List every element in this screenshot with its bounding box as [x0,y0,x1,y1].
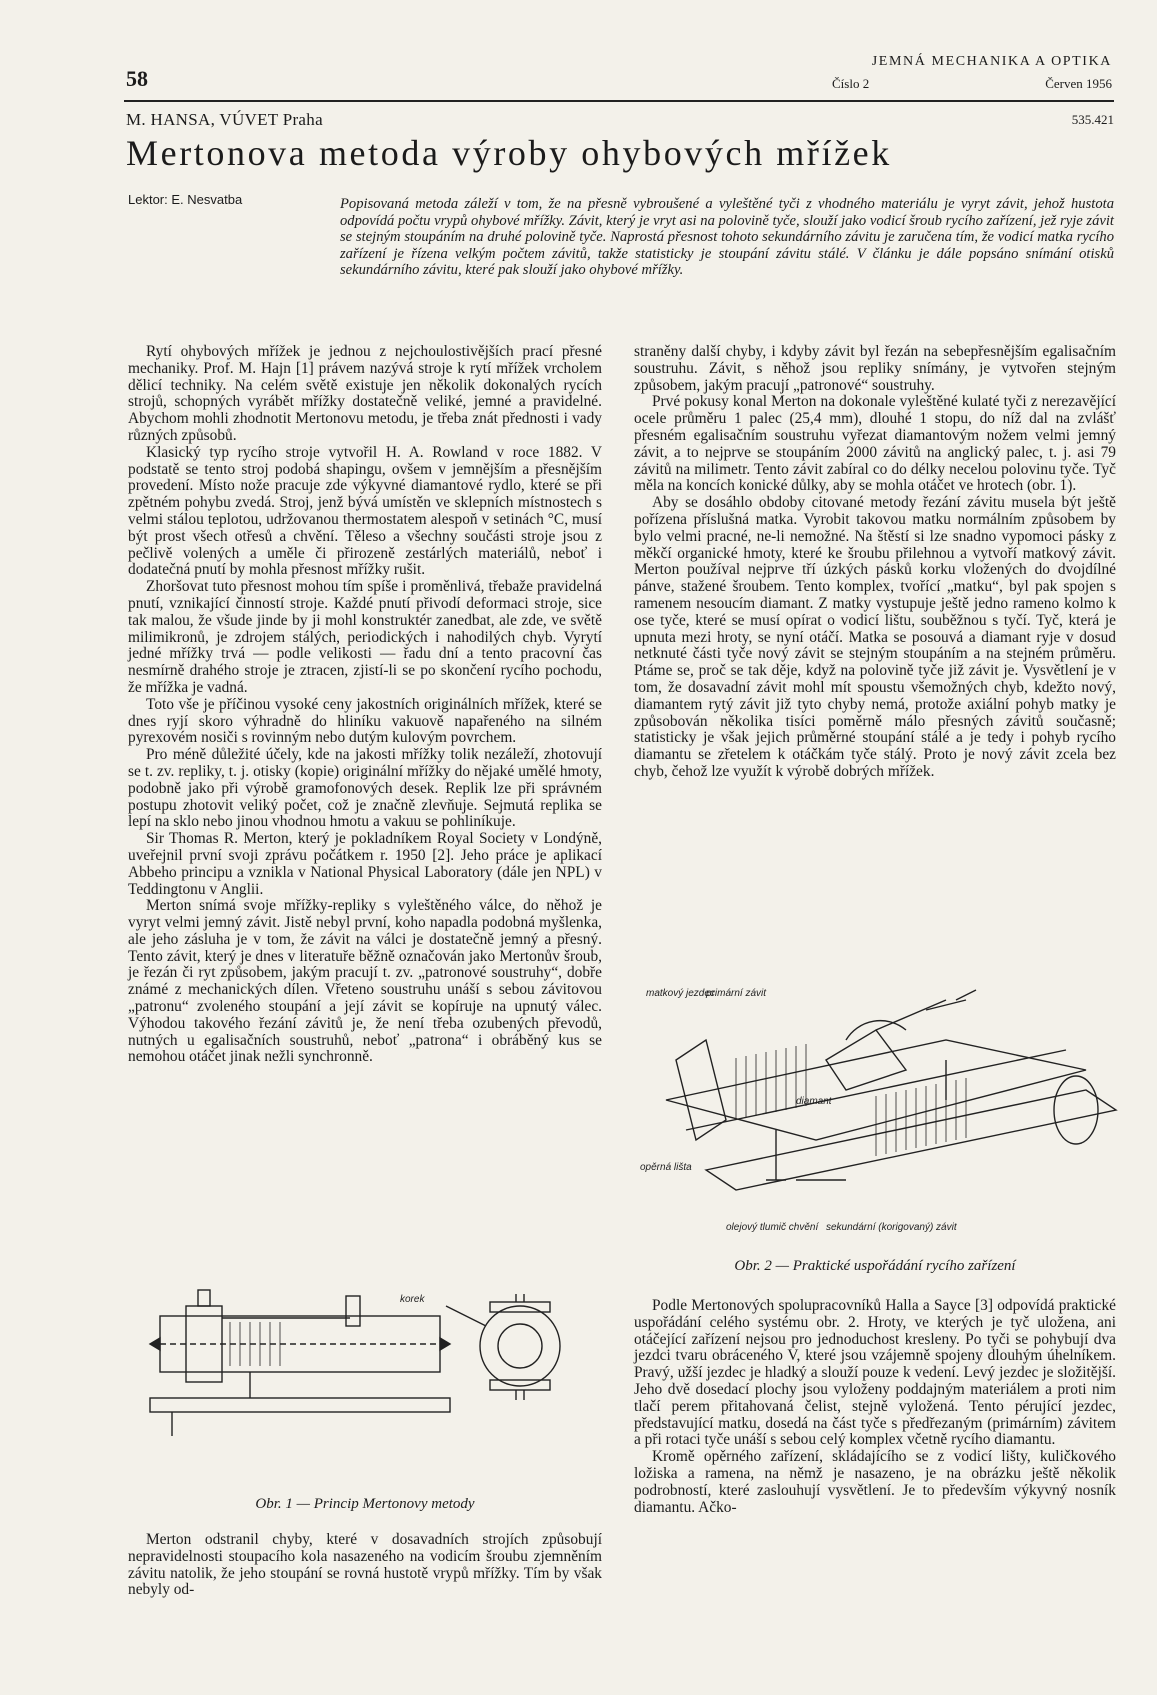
paragraph: Pro méně důležité účely, kde na jakosti mřížky tolik nezáleží, zhotovují se t. zv. repliky, t. j. otisky (kopie) originální mřížky do nějaké umělé hmoty, podobně jako při výrobě gramofonových desek. Replik lze při správném postupu zhotovit veliký počet, což je značně zlevňuje. Sejmutá replika se lepí na sklo nebo jinou vhodnou hmotu a vakuu se pohliníkuje. [128,746,602,831]
paragraph: Aby se dosáhlo obdoby citované metody řezání závitu musela být ještě pořízena příslušná matka. Vyrobit takovou matku normálním způsobem by bylo velmi pracné, ne-li nemožné. Na štěstí si lze snadno vypomoci pásky z měkčí organické hmoty, které ke šroubu přilehnou a vytvoří matkový závit. Merton používal nejprve tří úzkých pásků korku vložených do dvojdílné pánve, stažené šroubem. Tento komplex, tvořící „matku“, byl pak spojen s ramenem nesoucím diamant. Z matky vystupuje ještě jedno rameno kolmo k ose tyče, které se musí opírat o vodicí lištu, souběžnou s tyčí. Tyč, která je upnuta mezi hroty, se nyní otáčí. Matka se posouvá a diamant ryje v dosud netknuté části tyče nový závit se stejným stoupáním a na stejném průměru. Ptáme se, proč se tak děje, když na polovině tyče již závit je. Vysvětlení je v tom, že dosavadní závit mohl mít spoustu všemožných chyb, kdežto nový, diamantem rytý závit již tyto chyby nemá, protože axiální pohyb matky je způsobován několika tisíci poměrně málo přesných závitů současně; statisticky je však jejich průměrné stoupání stálé a je tedy i pohyb rycího diamantu se zřetelem k otáčkám tyče stálý. Proto je nový závit zcela bez chyb, čehož lze využít k výrobě dobrých mřížek. [634,494,1116,780]
article-title: Mertonova metoda výroby ohybových mřížek [126,133,892,173]
paragraph: straněny další chyby, i kdyby závit byl řezán na sebepřesnějším egalisačním soustruhu. Závit, s něhož jsou repliky snímány, je vytvořen stejným způsobem, jakým pracují „patronové“ soustruhy. [634,343,1116,394]
figure-2-label: diamant [796,1096,832,1107]
figure-2-label: opěrná lišta [640,1162,692,1173]
journal-title: JEMNÁ MECHANIKA A OPTIKA [871,54,1112,69]
paragraph: Zhoršovat tuto přesnost mohou tím spíše i proměnlivá, třebaže pravidelná pnutí, vznikající činností stroje. Každé pnutí přivodí deformaci stroje, sice tak malou, že všude jinde by ji mohl konstruktér zanedbat, ale zde, ve světě milimikronů, je zdrojem stálých, periodických i nahodilých chyb. Vyrytí jedné mřížky trvá — podle velikosti — řadu dní a tento pracovní čas nesmírně drahého stroje je ztracen, zjistí-li se po skončení rycího pochodu, že mřížka je vadná. [128,578,602,696]
figure-1-label-cork: korek [400,1294,425,1305]
issue-number: Číslo 2 [832,76,870,91]
article-abstract: Popisovaná metoda záleží v tom, že na přesně vybroušené a vyleštěné tyči z vhodného materiálu je vyryt závit, jehož hustota odpovídá počtu vrypů ohybové mřížky. Závit, který je vryt asi na polovině tyče, slouží jako vodicí šroub rycího zařízení, jež ryje závit se stejným stoupáním na druhé polovině tyče. Naprostá přesnost tohoto sekundárního závitu je zaručena tím, že vodicí matka rycího zařízení je řízena velkým počtem závitů, takže statisticky je stoupání závitu stálé. V článku je dále popsáno snímání otisků sekundárního závitu, které pak slouží jako ohybové mřížky. [340,196,1114,279]
paragraph: Podle Mertonových spolupracovníků Halla a Sayce [3] odpovídá praktické uspořádání celého systému obr. 2. Hroty, ve kterých je tyč uložena, ani otáčející zařízení nejsou pro jednoduchost kresleny. Po tyči se pohybují dva jezdci tvaru obráceného V, které jsou vzájemně spojeny dlouhým úhelníkem. Pravý, užší jezdec je hladký a slouží pouze k vedení. Levý jezdec je složitější. Jeho dvě dosedací plochy jsou vyloženy poddajným materiálem a proti nim tlačí perem přitahovaná čelist, stejně vyložená. Tento pérující jezdec, představující matku, dosedá na část tyče s předřezaným (primárním) závitem a při rotaci tyče unáší s sebou celý komplex včetně rycího diamantu. [634,1297,1116,1449]
figure-1-cross-section [480,1306,560,1386]
paragraph: Klasický typ rycího stroje vytvořil H. A. Rowland v roce 1882. V podstatě se tento stroj podobá shapingu, ovšem v jemnějším a přesnějším provedení. Místo nože pracuje zde výkyvné diamantové rydlo, které se při zpětném pohybu zvedá. Stroj, jenž bývá umístěn ve sklepních místnostech s velmi stálou teplotou, udržovanou thermostatem alespoň v setinách °C, musí být prost všech otřesů a chvění. Těleso a všechny součásti stroje jsou z pečlivě volených a uměle či přirozeně zestárlých materiálů, neboť i dodatečná pnutí by mohla přesnost mřížky rušit. [128,443,602,579]
paragraph: Merton odstranil chyby, které v dosavadních strojích způsobují nepravidelnosti stoupacího kola nasazeného na vodicím šroubu zjemněním závitu natolik, že jeho stoupání se rovná hustotě vrypů mřížky. Tím by však nebyly od- [128,1531,602,1599]
figure-2-carriage [826,1030,906,1090]
left-column-end [128,1532,602,1599]
paragraph: Prvé pokusy konal Merton na dokonale vyleštěné kulaté tyči z nerezavějící ocele průměru 1 palec (25,4 mm), dlouhé 1 stopu, do níž dal na zvlášť přesném egalisačním soustruhu vyřezat diamantovým nožem velmi jemný závit, a to nejprve se stoupáním 2000 závitů na anglický palec, t. j. asi 79 závitů na milimetr. Tento závit zabíral co do délky necelou polovinu tyče. Tyč měla na koncích konické důlky, aby se mohla otáčet ve hrotech (obr. 1). [634,393,1116,495]
right-column [634,344,1116,781]
paragraph: Toto vše je příčinou vysoké ceny jakostních originálních mřížek, které se dnes ryjí skoro výhradně do hliníku vakuově napařeného na silném pyrexovém nosiči s rovinným nebo dutým kulovým povrchem. [128,695,602,747]
paragraph: Sir Thomas R. Merton, který je pokladníkem Royal Society v Londýně, uveřejnil první svoji zprávu počátkem r. 1950 [2]. Jeho práce je aplikací Abbeho principu a vznikla v National Physical Laboratory (dále jen NPL) v Teddingtonu v Anglii. [128,830,602,898]
left-column [128,344,602,1066]
right-column-end [634,1298,1116,1516]
figure-2-label: matkový jezdec [646,988,715,999]
paragraph: Rytí ohybových mřížek je jednou z nejchoulostivějších prací přesné mechaniky. Prof. M. Hajn [1] právem nazývá stroje k rytí mřížek vrcholem dělicí techniky. Na celém světě existuje jen několik dokonalých rycích strojů, schopných vyrábět mřížky dostatečně veliké, jemné a pravidelné. Abychom mohli zhodnotit Mertonovu metodu, je třeba znát přednosti i vady různých způsobů. [128,343,602,444]
figure-2-drawing [640,980,1116,1260]
figure-1-base [150,1398,450,1412]
issue-date: Červen 1956 [1045,76,1112,91]
figure-2-label: primární závit [706,988,767,999]
figure-1-holder [346,1296,360,1326]
paragraph: Merton snímá svoje mřížky-repliky s vyleštěného válce, do něhož je vyryt velmi jemný závit. Jistě nebyl první, koho napadla podobná myšlenka, ale jeho zásluha je v tom, že závit na válci je dostatečně jemný a přesný. Tento závit, který je dnes v literatuře běžně označován jako Mertonův šroub, je řezán či ryt způsobem, jakým pracují t. zv. „patronové soustruhy“, dobře známé z mechanických dílen. Vřeteno soustruhu unáší s sebou závitovou „patronu“ zvoleného stoupání a její závit se kopíruje na upnutý válec. Výhodou takového řezání závitů je, že není třeba ozubených převodů, nutných u egalisačních soustruhů, neboť „patrona“ i obráběný kus se nemohou otáčet jinak nežli synchronně. [128,897,602,1066]
reviewer: Lektor: E. Nesvatba [128,192,243,207]
figure-2-rod-end [1054,1076,1098,1144]
page-number: 58 [126,66,148,91]
header-rule [124,100,1114,102]
udc-code: 535.421 [1071,112,1114,127]
issue-info [832,76,1112,92]
article-author: M. HANSA, VÚVET Praha [126,110,323,129]
paragraph: Kromě opěrného zařízení, skládajícího se z vodicí lišty, kuličkového ložiska a ramena, na němž je nasazeno, je na obrázku ještě několik podrobností, které zaslouhují vysvětlení. Je to především výkyvný nosník diamantu. Ačko- [634,1448,1116,1516]
figure-2-caption: Obr. 2 — Praktické uspořádání rycího zařízení [734,1258,1016,1274]
figure-2-label: sekundární (korigovaný) závit [826,1222,957,1233]
figure-1-drawing [150,1276,600,1492]
figure-2-label: olejový tlumič chvění [726,1222,819,1233]
figure-1-caption: Obr. 1 — Princip Mertonovy metody [255,1496,475,1512]
